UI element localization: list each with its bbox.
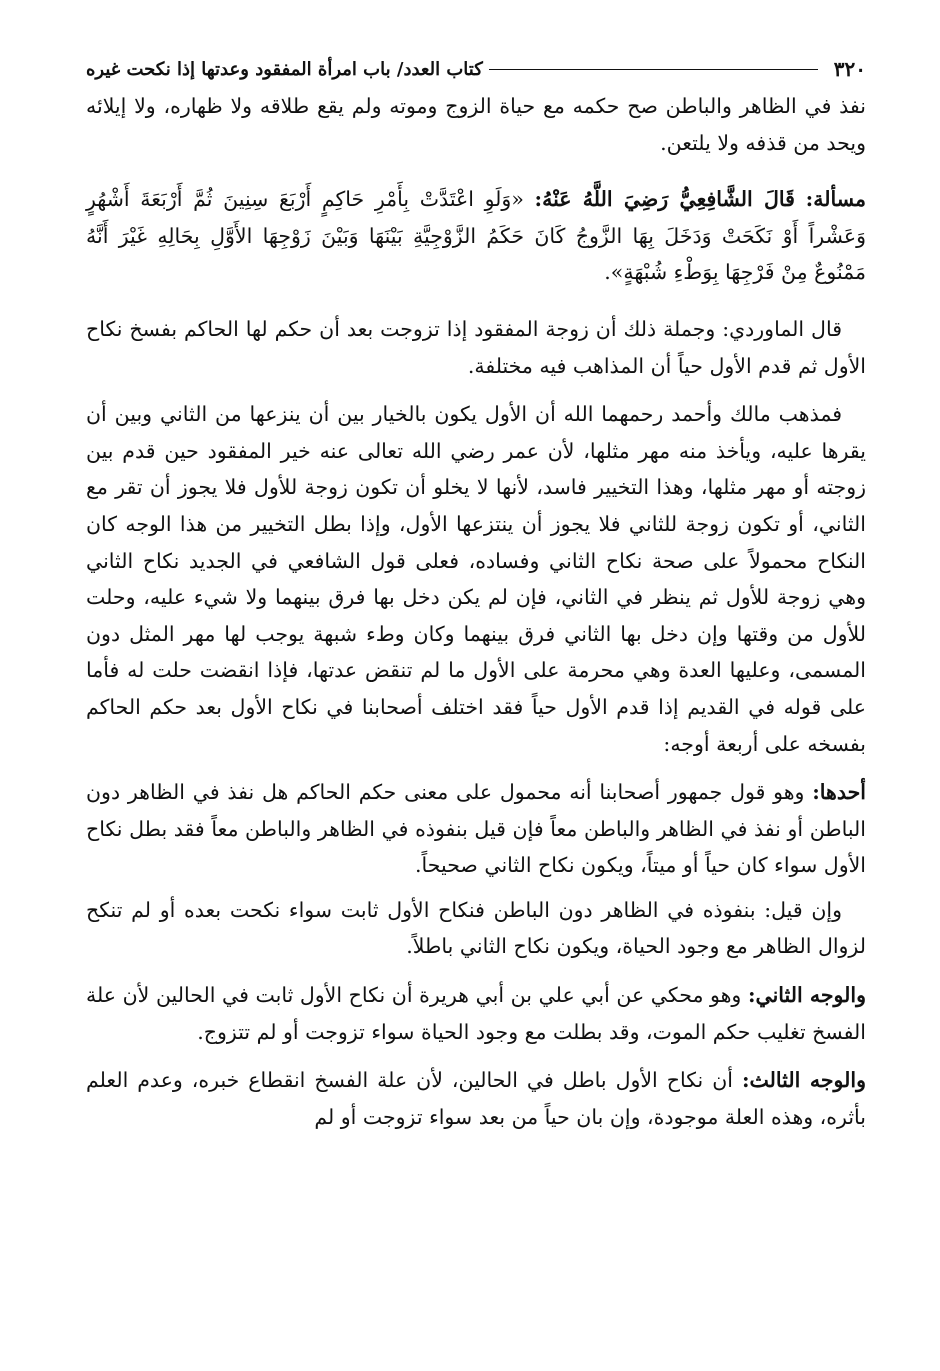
first-view-paragraph [86,774,866,884]
third-view-label: والوجه الثالث: [741,1068,866,1093]
page-header [86,52,866,86]
malik-ahmad-paragraph: فمذهب مالك وأحمد رحمهما الله أن الأول يكون بالخيار بين أن ينزعها من الثاني وبين أن يقرها عليه، ويأخذ منه مهر مثلها، لأن عمر رضي الله تعالى عنه خير المفقود حين قدم بين زوجته أو مهر مثلها، وهذا التخيير فاسد، لأنها لا يخلو أن تكون زوجة للأول فلا يجوز أن تقر مع الثاني، أو تكون زوجة للثاني فلا يجوز أن ينتزعها الأول، وإذا بطل التخيير من هذا الوجه كان النكاح محمولاً على صحة نكاح الثاني وفساده، فعلى قول الشافعي في الجديد نكاح الثاني وهي زوجة للأول ثم ينظر في الثاني، فإن لم يكن دخل بها فرق بينهما ولا شيء عليه، وحلت للأول من وقتها وإن دخل بها الثاني فرق بينهما وكان وطء شبهة يوجب لها مهر المثل دون المسمى، وعليها العدة وهي محرمة على الأول ما لم تنقض عدتها، فإذا انقضت حلت له فأما على قوله في القديم إذا قدم الأول حياً فقد اختلف أصحابنا في نكاح الأول بعد حكم الحاكم بفسخه على أربعة أوجه: [86,402,866,756]
first-view-text: وهو قول جمهور أصحابنا أنه محمول على معنى حكم الحاكم هل نفذ في الظاهر دون الباطن أو نفذ في الظاهر والباطن معاً فإن قيل بنفوذه في الظاهر والباطن معاً فقد بطل نكاح الأول سواء كان حياً أو ميتاً، ويكون نكاح الثاني صحيحاً. [86,780,866,878]
book-page [86,52,866,1135]
mawardi-paragraph: قال الماوردي: وجملة ذلك أن زوجة المفقود إذا تزوجت بعد أن حكم لها الحاكم بفسخ نكاح الأول ثم قدم الأول حياً أن المذاهب فيه مختلفة. [86,316,866,378]
masala-speaker: قَالَ الشَّافِعِيُّ رَضِيَ اللَّهُ عَنْهُ: [534,187,795,212]
second-view-paragraph [86,977,866,1050]
masala-paragraph [86,181,866,291]
second-view-text: وهو محكي عن أبي علي بن أبي هريرة أن نكاح الأول ثابت في الحالين لأن علة الفسخ تغليب حكم الموت، وقد بطلت مع وجود الحياة سواء تزوجت أو لم تتزوج. [86,983,866,1044]
masala-label: مسألة: [805,187,866,212]
first-view-label: أحدها: [812,780,866,805]
third-view-text: أن نكاح الأول باطل في الحالين، لأن علة الفسخ انقطاع خبره، وعدم العلم بأثره، وهذه العلة موجودة، وإن بان حياً من بعد سواء تزوجت أو لم [86,1068,866,1129]
header-rule [489,69,818,70]
second-case-paragraph: وإن قيل: بنفوذه في الظاهر دون الباطن فنكاح الأول ثابت سواء نكحت بعده أو لم تنكح لزوال الظاهر مع وجود الحياة، ويكون نكاح الثاني باطلاً. [86,897,866,959]
third-view-paragraph [86,1062,866,1135]
running-title: كتاب العدد/ باب امرأة المفقود وعدتها إذا نكحت غيره [86,58,483,80]
paragraph-continuation: نفذ في الظاهر والباطن صح حكمه مع حياة الزوج وموته ولم يقع طلاقه ولا ظهاره، ولا إيلائه ويحد من قذفه ولا يلتعن. [86,94,866,155]
page-number: ٣٢٠ [833,57,866,81]
shafii-quote: «وَلَوِ اعْتَدَّتْ بِأَمْرِ حَاكِمٍ أَرْبَعَ سِنِينَ ثُمَّ أَرْبَعَةَ أَشْهُرٍ وَعَشْراً أَوْ نَكَحَتْ وَدَخَلَ بِهَا الزَّوجُ كَانَ حَكَمُ الزَّوْجِيَّةِ بَيْنَهَا وَبَيْنَ زَوْجِهَا الأَوَّلِ بِحَالِهِ غَيْرَ أَنَّهُ مَمْنُوعٌ مِنْ فَرْجِهَا بِوَطْءِ شُبْهَةٍ». [86,187,866,285]
second-view-label: والوجه الثاني: [747,983,866,1008]
